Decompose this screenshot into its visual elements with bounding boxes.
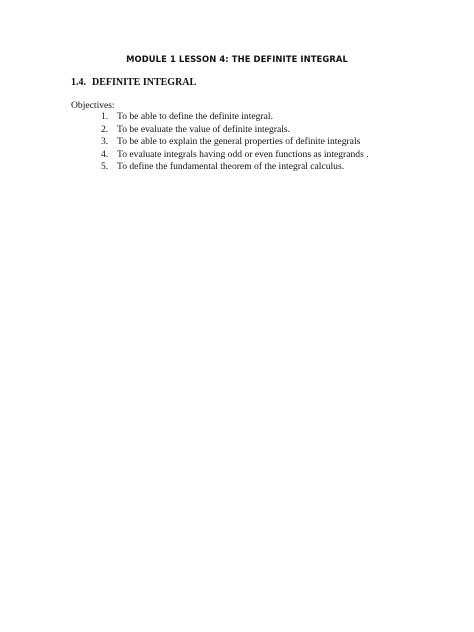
objective-number: 1.	[101, 111, 109, 122]
objective-text: To be able to explain the general properties of definite integrals	[117, 136, 361, 148]
objective-number: 3.	[101, 136, 109, 148]
objective-text: To be able to define the definite integral.	[117, 111, 273, 122]
section-number: 1.4.	[71, 77, 86, 88]
objective-item	[101, 111, 369, 124]
module-title: MODULE 1 LESSON 4: THE DEFINITE INTEGRAL	[126, 54, 348, 64]
objective-list	[101, 111, 369, 174]
objective-item	[101, 161, 369, 174]
objective-text: To be evaluate the value of definite integrals.	[117, 123, 291, 135]
objective-text: To evaluate integrals having odd or even functions as integrands .	[117, 148, 369, 160]
objective-item	[101, 124, 369, 137]
objective-text: To define the fundamental theorem of the integral calculus.	[117, 161, 345, 173]
objective-item	[101, 149, 369, 162]
objective-number: 5.	[101, 161, 109, 173]
objectives-label: Objectives:	[71, 100, 115, 111]
section-heading	[71, 77, 196, 88]
objective-number: 4.	[101, 148, 109, 160]
objective-number: 2.	[101, 123, 109, 135]
section-title: DEFINITE INTEGRAL	[92, 77, 197, 88]
objective-item	[101, 136, 369, 149]
